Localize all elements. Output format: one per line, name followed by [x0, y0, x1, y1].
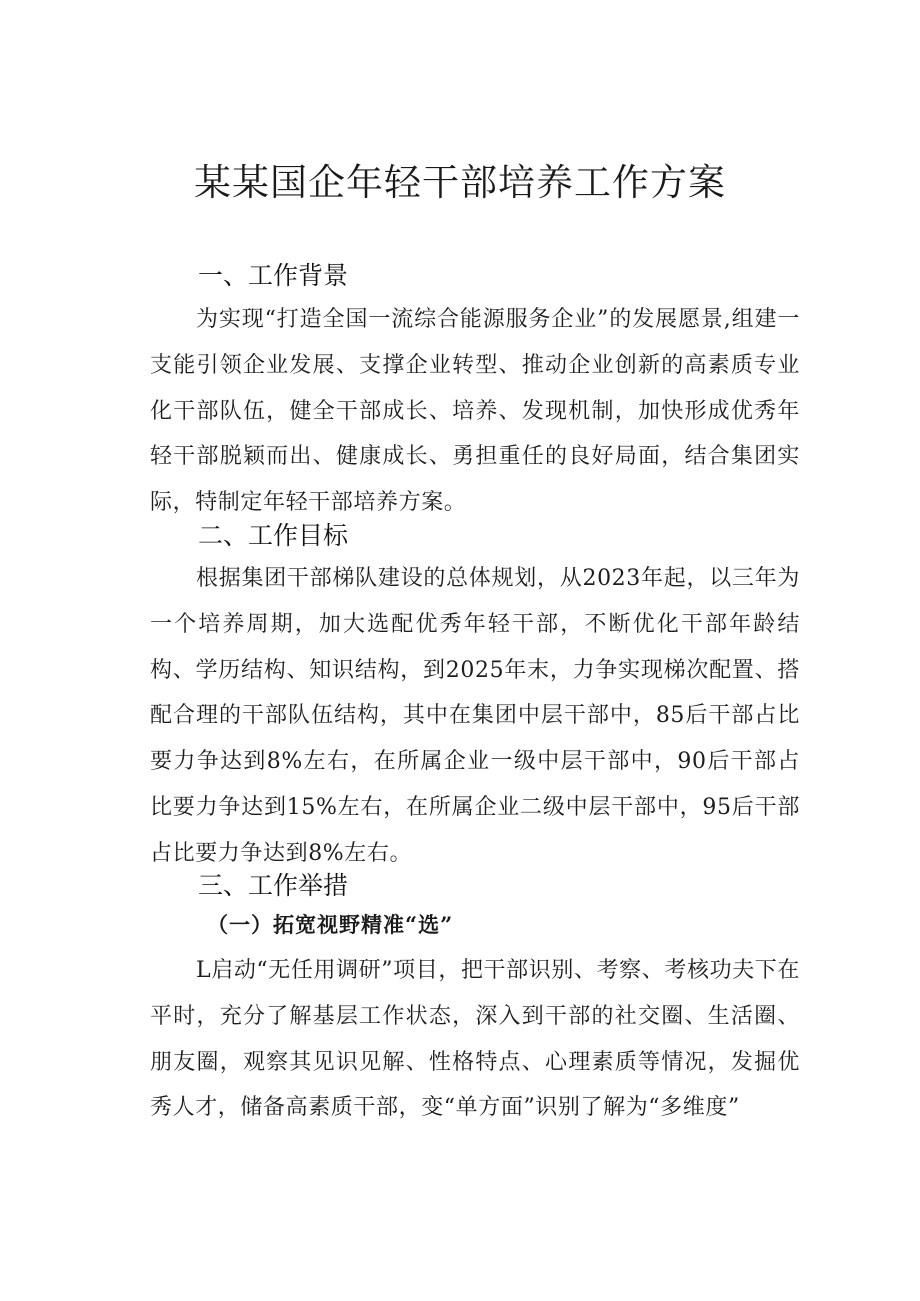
document-title: 某某国企年轻干部培养工作方案: [194, 161, 726, 204]
section-heading-background: 一、工作背景: [198, 261, 349, 290]
section-subheading-select: （一）拓宽视野精准“选”: [207, 912, 454, 937]
section-heading-measures: 三、工作举措: [198, 871, 349, 900]
section-paragraph-measures: L启动“无任用调研”项目，把干部识别、考察、考核功夫下在平时，充分了解基层工作状态，深入到干部的社交圈、生活圈、朋友圈，观察其见识见解、性格特点、心理素质等情况，发掘优秀人才，储备高素质干部，变“单方面”识别了解为“多维度”: [150, 958, 800, 1121]
section-heading-goals: 二、工作目标: [198, 521, 349, 550]
section-paragraph-goals: 根据集团干部梯队建设的总体规划，从2023年起，以三年为一个培养周期，加大选配优秀年轻干部，不断优化干部年龄结构、学历结构、知识结构，到2025年末，力争实现梯次配置、搭配合理的干部队伍结构，其中在集团中层干部中，85后干部占比要力争达到8%左右，在所属企业一级中层干部中，90后干部占比要力争达到15%左右，在所属企业二级中层干部中，95后干部占比要力争达到8%左右。: [150, 566, 800, 866]
section-paragraph-background: 为实现“打造全国一流综合能源服务企业”的发展愿景,组建一支能引领企业发展、支撑企业转型、推动企业创新的高素质专业化干部队伍，健全干部成长、培养、发现机制，加快形成优秀年轻干部脱颖而出、健康成长、勇担重任的良好局面，结合集团实际，特制定年轻干部培养方案。: [150, 307, 800, 516]
